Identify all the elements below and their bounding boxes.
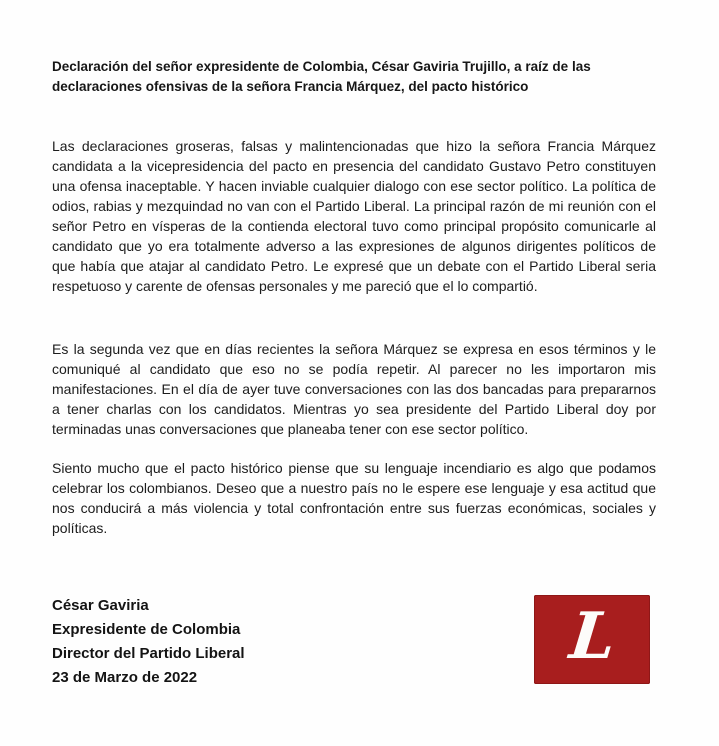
body-paragraph-2: Es la segunda vez que en días recientes la señora Márquez se expresa en esos términos y le comuniqué al candidato que eso no se podía repetir. Al parecer no les importaron mis manifestaciones. En el día de ayer tuve conversaciones con las dos bancadas para prepararnos a tener charlas con los candidatos. Mientras yo sea presidente del Partido Liberal doy por terminadas unas conversaciones que planeaba tener con ese sector político. [52,341,656,437]
signature-role-expresident: Expresidente de Colombia [52,621,241,638]
signature-role-director: Director del Partido Liberal [52,645,245,662]
signature-name: César Gaviria [52,597,149,614]
signature-date: 23 de Marzo de 2022 [52,669,198,686]
document-title: Declaración del señor expresidente de Colombia, César Gaviria Trujillo, a raíz de las declaraciones ofensivas de la señora Francia Márquez, del pacto histórico [52,59,591,94]
partido-liberal-logo [534,595,650,684]
body-paragraph-3: Siento mucho que el pacto histórico piense que su lenguaje incendiario es algo que podamos celebrar los colombianos. Deseo que a nuestro país no le espere ese lenguaje y esa actitud que nos conducirá a más violencia y total confrontación entre sus fuerzas económicas, sociales y políticas. [52,460,656,536]
body-paragraph-1: Las declaraciones groseras, falsas y malintencionadas que hizo la señora Francia Márquez candidata a la vicepresidencia del pacto en presencia del candidato Gustavo Petro constituyen una ofensa inaceptable. Y hacen inviable cualquier dialogo con ese sector político. La política de odios, rabias y mezquindad no van con el Partido Liberal. La principal razón de mi reunión con el señor Petro en vísperas de la contienda electoral tuvo como principal propósito comunicarle al candidato que yo era totalmente adverso a las expresiones de algunos dirigentes políticos de que había que atajar al candidato Petro. Le expresé que un debate con el Partido Liberal seria respetuoso y carente de ofensas personales y me pareció que el lo compartió. [52,138,656,294]
signature-block [52,594,245,690]
liberal-l-icon: L [565,598,619,674]
